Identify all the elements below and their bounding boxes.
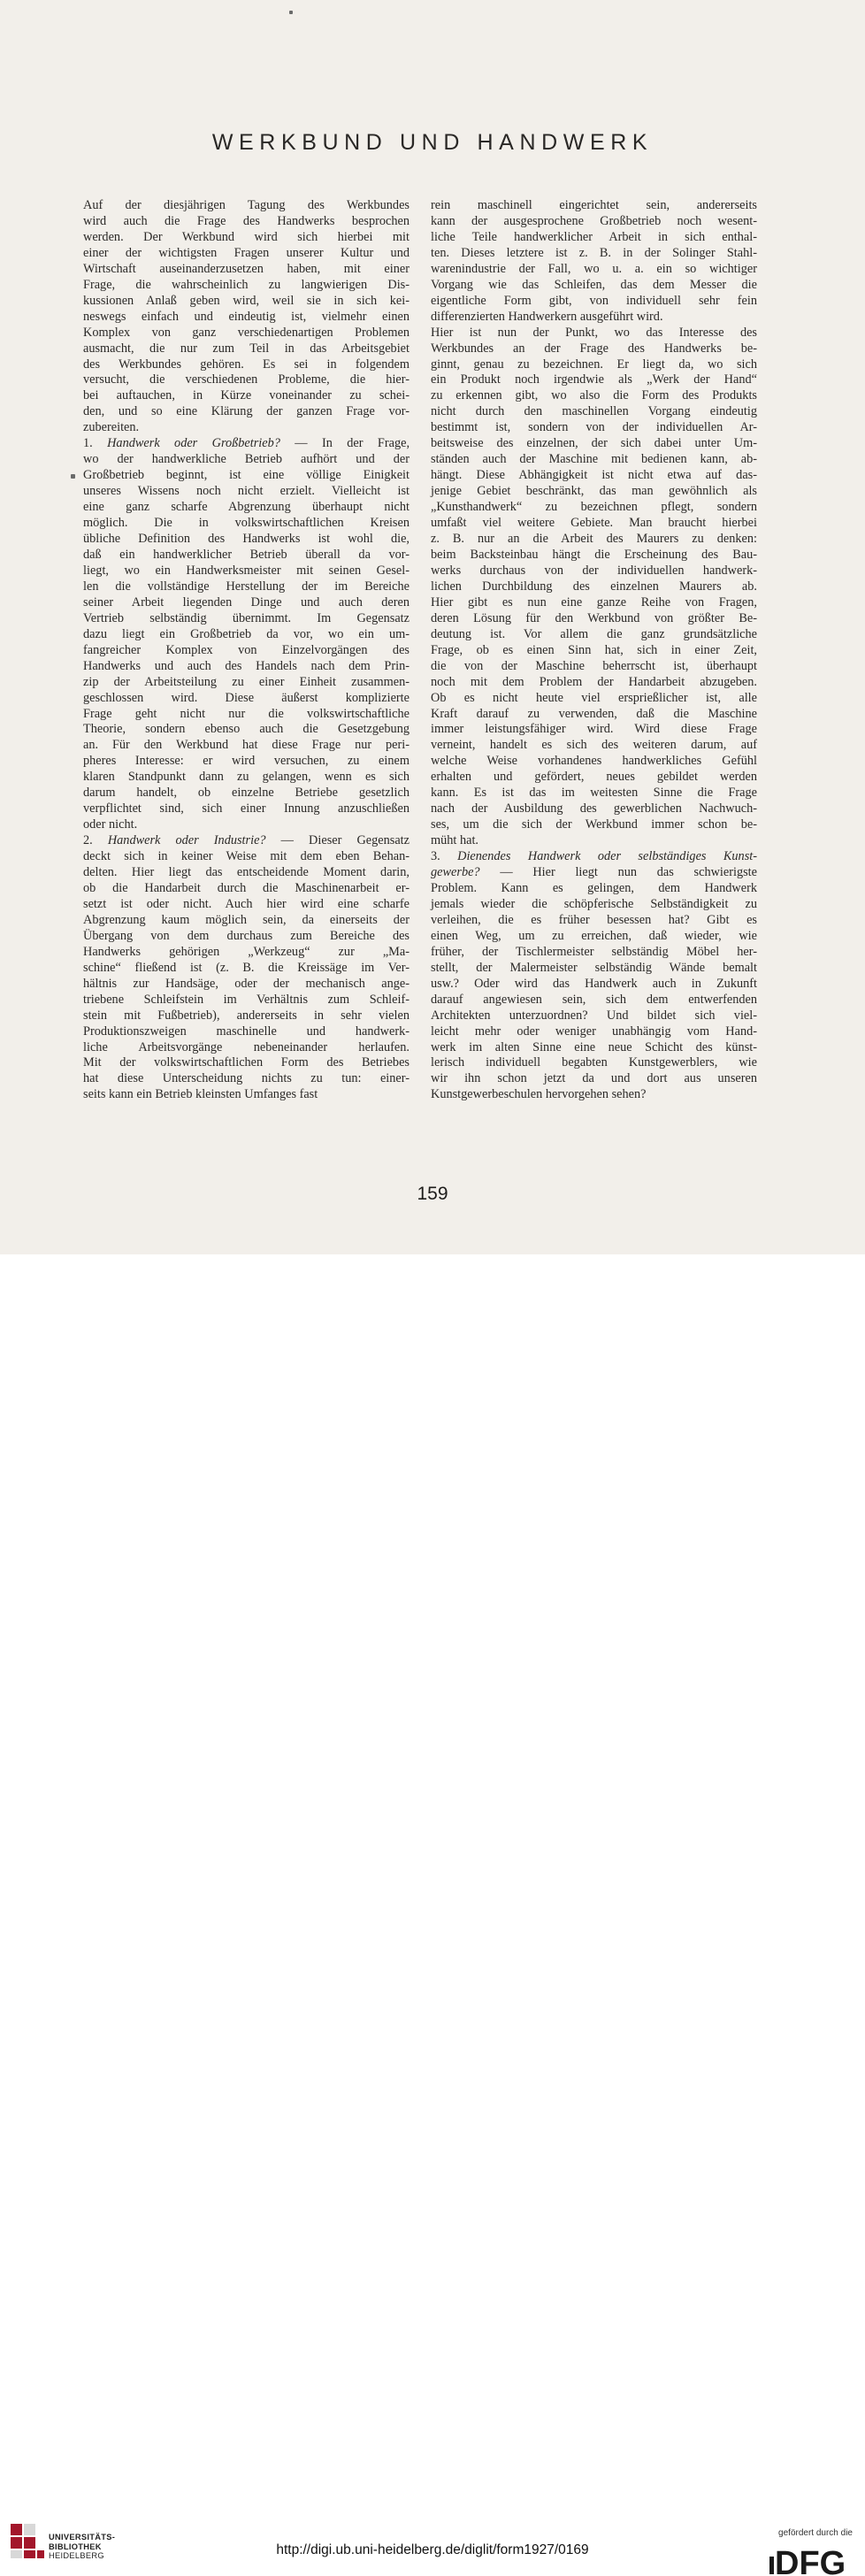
text-line: immer leistungsfähiger wird. Wird diese Frage [431,722,757,737]
text-line: darauf angewiesen sein, sich dem entwerfenden [431,992,757,1007]
text-line: lichen Durchbildung des einzelnen Maurers ab. [431,579,757,594]
text-line: wo der handwerkliche Betrieb aufhört und der [83,452,410,467]
text-line: leicht mehr oder weniger unabhängig vom Hand- [431,1024,757,1039]
text-line: Vertrieb selbständig übernimmt. Im Gegensatz [83,610,410,625]
text-line: welche Weise vorhandenes handwerkliches Gefühl [431,754,757,769]
text-line: oder nicht. [83,817,138,832]
scan-speck [289,11,293,14]
text-line: hältnis zur Handsäge, oder der mechanisch ange- [83,976,410,991]
text-line: kann der ausgesprochene Großbetrieb noch wesent- [431,213,757,228]
text-line: Frage, die wahrscheinlich zu langwierigen Dis- [83,277,410,292]
text-line: zu erkennen gibt, wo also die Form des Produkts [431,388,757,403]
text-line: zubereiten. [83,420,140,435]
text-line: bestimmt ist, sondern von der individuellen Ar- [431,420,757,435]
text-line: müht hat. [431,833,479,848]
text-line: möglich. Die in volkswirtschaftlichen Kreisen [83,516,410,531]
text-line: lerisch individuell begabten Kunstgewerblers, wie [431,1055,757,1070]
text-line: Abgrenzung kaum möglich sein, da einerseits der [83,912,410,927]
text-line: schine“ fließend ist (z. B. die Kreissäge im Ver- [83,960,410,975]
text-line: 3. Dienendes Handwerk oder selbständiges Kunst- [431,849,758,864]
text-line: werden. Der Werkbund wird sich hierbei mit [83,229,410,244]
text-line: seits kann ein Betrieb kleinsten Umfanges fast [83,1087,318,1102]
text-line: warenindustrie der Fall, wo u. a. ein so wichtiger [431,261,757,276]
text-line: Handwerks und auch des Handels nach dem Prin- [83,658,410,673]
text-line: Kraft darauf zu verwenden, daß die Maschine [431,706,757,721]
text-line: einer der wichtigsten Fragen unserer Kultur und [83,245,410,260]
text-line: ob die Handarbeit durch die Maschinenarbeit er- [83,880,410,895]
text-line: eigentliche Form gibt, von individuell sehr fein [431,293,757,308]
text-line: stein mit Fußbetrieb), andererseits in sehr vielen [83,1008,410,1023]
text-line: Ob es nicht heute viel ersprießlicher ist, alle [431,690,757,705]
text-line: Kunstgewerbeschulen hervorgehen sehen? [431,1087,647,1102]
text-line: deren Lösung für den Werkbund von größter Be- [431,610,757,625]
text-line: beim Backsteinbau hängt die Erscheinung des Bau- [431,547,757,562]
text-column-left [83,198,410,1103]
text-line: Komplex von ganz verschiedenartigen Problemen [83,325,410,340]
text-line: ein Produkt noch irgendwie als „Werk der Hand“ [431,372,757,387]
text-line: ausmacht, die nur zum Teil in das Arbeitsgebiet [83,341,410,356]
text-line: bei auftauchen, in Kürze voneinander zu schei- [83,388,410,403]
text-line: einen Weg, um zu erreichen, daß wieder, wie [431,928,757,943]
section-heading-italic: gewerbe? [431,865,480,880]
text-line: wir ihn schon jetzt da und dort aus unseren [431,1071,757,1086]
text-line: früher, der Tischlermeister selbständig Möbel her- [431,944,757,959]
text-line: ständen auch der Maschine mit bedienen kann, ab- [431,452,757,467]
text-line: differenzierten Handwerkern ausgeführt wird. [431,309,663,324]
scan-speck [71,474,75,479]
scanned-page [0,0,865,1254]
digitization-footer [0,1254,865,2576]
text-line: unseres Wissens noch nicht erzielt. Vielleicht ist [83,484,410,499]
sponsor-text: gefördert durch die [778,2528,853,2538]
text-line: seiner Arbeit liegenden Dinge und auch deren [83,594,410,610]
text-line: Großbetrieb beginnt, ist eine völlige Einigkeit [83,468,410,483]
text-line: gewerbe? — Hier liegt nun das schwierigste [431,865,757,880]
text-line: Wirtschaft auseinanderzusetzen haben, mit einer [83,261,410,276]
text-line: an. Für den Werkbund hat diese Frage nur peri- [83,738,410,753]
text-line: Werkbundes an der Frage des Handwerks be- [431,341,757,356]
text-line: Auf der diesjährigen Tagung des Werkbundes [83,198,410,212]
article-title: WERKBUND UND HANDWERK [211,130,654,155]
text-line: rein maschinell eingerichtet sein, andererseits [431,198,757,212]
page-number: 159 [417,1184,448,1204]
text-line: wird auch die Frage des Handwerks besprochen [83,213,410,228]
text-line: nicht durch den maschinellen Vorgang eindeutig [431,404,757,419]
text-line: klaren Standpunkt dann zu gelangen, wenn es sich [83,770,410,785]
text-line: Handwerks gehörigen „Werkzeug“ zur „Ma- [83,944,410,959]
text-line: neswegs einfach und eindeutig ist, vielmehr einen [83,309,410,324]
text-line: jenige Gebiet beschränkt, das man gewöhnlich als [431,484,757,499]
library-name-line: UNIVERSITÄTS- [49,2533,116,2542]
text-line: den, und so eine Klärung der ganzen Frage vor- [83,404,410,419]
text-line: verneint, handelt es sich des weiteren darum, auf [431,738,757,753]
text-line: jemals wieder die schöpferische Selbständigkeit zu [431,896,757,911]
text-line: übliche Definition des Handwerks ist wohl die, [83,532,410,547]
svg-text:DFG: DFG [775,2545,846,2576]
text-line: dazu liegt ein Großbetrieb da vor, wo ein um- [83,626,410,641]
text-line: nach der Ausbildung des gewerblichen Nachwuch- [431,801,757,816]
text-line: hängt. Diese Abhängigkeit ist nicht etwa auf das- [431,468,757,483]
text-line: darum handelt, ob einzelne Betriebe gesetzlich [83,786,410,801]
text-line: stellt, der Malermeister selbständig Wände bemalt [431,960,757,975]
text-line: umfaßt viel weitere Gebiete. Man braucht hierbei [431,516,757,531]
text-line: werk im alten Sinne eine neue Schicht des künst- [431,1039,757,1054]
text-line: Vorgang wie das Schleifen, das dem Messer die [431,277,757,292]
text-line: kann. Es ist das im weitesten Sinne die Frage [431,786,757,801]
library-name-line: BIBLIOTHEK [49,2542,102,2551]
text-line: erhalten und gefördert, neues gebildet werden [431,770,757,785]
text-line: Architekten unterzuordnen? Und bildet sich viel- [431,1008,757,1023]
text-line: Übergang von dem durchaus zum Bereiche des [83,928,410,943]
text-line: beitsweise des einzelnen, der sich dabei unter Um- [431,436,757,451]
text-line: Hier ist nun der Punkt, wo das Interesse des [431,325,757,340]
text-line: verpflichtet sind, sich einer Innung anzuschließen [83,801,410,816]
text-line: Hier gibt es nun eine ganze Reihe von Fragen, [431,594,757,610]
text-line: hat diese Unterscheidung nichts zu tun: einer- [83,1071,410,1086]
text-line: triebene Schleifstein im Verhältnis zum Schleif- [83,992,410,1007]
text-line: Frage geht nicht nur die volkswirtschaftliche [83,706,410,721]
text-line: versucht, die verschiedenen Probleme, die hier- [83,372,410,387]
text-line: verleihen, die es früher besessen hat? Gibt es [431,912,757,927]
source-url-link[interactable]: http://digi.ub.uni-heidelberg.de/diglit/form1927/0169 [276,2542,589,2557]
text-line: liche Arbeitsvorgänge nebeneinander herlaufen. [83,1039,410,1054]
section-heading-italic: Dienendes Handwerk oder selbständiges Kunst- [457,849,758,864]
library-name-line: HEIDELBERG [49,2551,104,2560]
text-line: fangreicher Komplex von Einzelvorgängen des [83,642,410,657]
text-line: noch mit dem Problem der Handarbeit abzugeben. [431,674,757,689]
dfg-logo-icon [768,2542,854,2576]
text-line: kussionen Anlaß geben wird, weil sie in sich kei- [83,293,410,308]
text-line: die von der Maschine beherrscht ist, überhaupt [431,658,757,673]
text-line: geschlossen wird. Diese äußerst komplizierte [83,690,410,705]
text-line: eine ganz scharfe Abgrenzung überhaupt nicht [83,500,410,515]
text-line: werks durchaus von der individuellen handwerk- [431,563,757,578]
section-heading-italic: Handwerk oder Industrie? [107,833,266,848]
text-column-right [431,198,757,1103]
text-line: z. B. nur an die Arbeit des Maurers zu denken: [431,532,757,547]
text-line: liche Teile handwerklicher Arbeit in sich enthal- [431,229,757,244]
text-line: len die vollständige Herstellung der im Bereiche [83,579,410,594]
text-line: delten. Hier liegt das entscheidende Moment darin, [83,865,410,880]
text-line: zip der Arbeitsteilung zu einer Einheit zusammen- [83,674,410,689]
text-line: 1. Handwerk oder Großbetrieb? — In der Frage, [83,436,410,451]
text-line: des Werkbundes gehören. Es sei in folgendem [83,356,410,372]
text-line: Theorie, sondern ebenso auch die Gesetzgebung [83,722,410,737]
text-line: 2. Handwerk oder Industrie? — Dieser Gegensatz [83,833,410,848]
text-line: Frage, ob es einen Sinn hat, sich in einer Zeit, [431,642,757,657]
text-line: ses, um die sich der Werkbund immer schon be- [431,817,757,832]
text-line: ten. Dieses letztere ist z. B. in der Solinger Stahl- [431,245,757,260]
text-line: Mit der volkswirtschaftlichen Form des Betriebes [83,1055,410,1070]
text-line: deutung ist. Vor allem die ganz grundsätzliche [431,626,757,641]
text-line: Produktionszweigen maschinelle und handwerk- [83,1024,410,1039]
text-line: ginnt, genau zu bezeichnen. Er liegt da, wo sich [431,356,757,372]
text-line: setzt ist oder nicht. Auch hier wird eine scharfe [83,896,410,911]
text-line: pheres Interesse: er wird versuchen, zu einem [83,754,410,769]
text-line: Problem. Kann es gelingen, dem Handwerk [431,880,757,895]
text-line: deckt sich in keiner Weise mit dem eben Behan- [83,849,410,864]
text-line: liegt, wo ein Handwerksmeister mit seinen Gesel- [83,563,410,578]
text-line: „Kunsthandwerk“ zu bezeichnen pflegt, sondern [431,500,757,515]
text-line: usw.? Oder wird das Handwerk auch in Zukunft [431,976,757,991]
text-line: daß ein handwerklicher Betrieb überall da vor- [83,547,410,562]
section-heading-italic: Handwerk oder Großbetrieb? [107,436,280,451]
